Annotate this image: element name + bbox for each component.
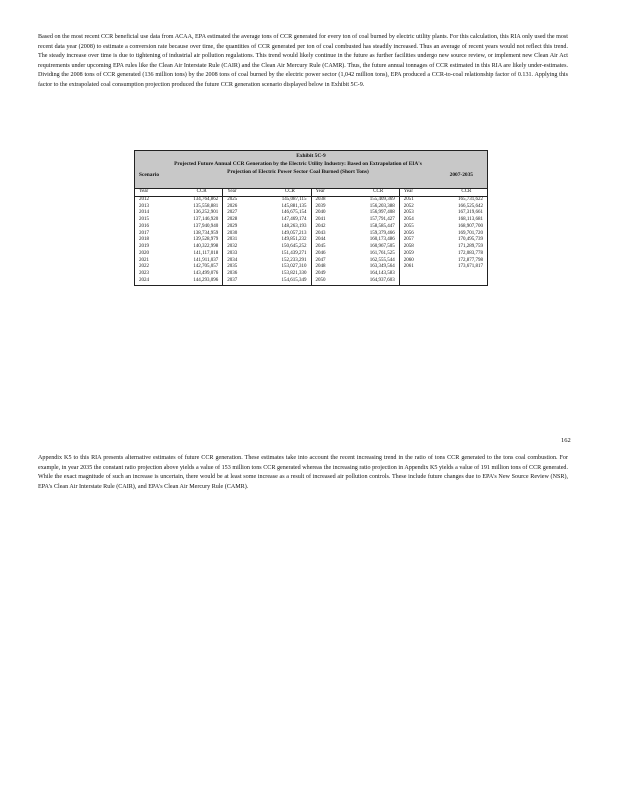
ccr-value-cell: 141,911,037 xyxy=(193,257,219,263)
year-cell: 2040 xyxy=(311,210,358,217)
year-cell: 2055 xyxy=(399,224,446,231)
year-cell: 2056 xyxy=(399,231,446,238)
ccr-value-cell: 153,821,330 xyxy=(281,271,307,276)
year-cell: 2018 xyxy=(139,237,149,243)
exhibit-header xyxy=(135,151,487,189)
table-row xyxy=(135,278,487,285)
ccr-value-cell: 166,525,642 xyxy=(458,203,483,209)
year-cell: 2028 xyxy=(223,217,270,224)
ccr-value-cell: 145,881,135 xyxy=(281,203,307,209)
ccr-header: CCR xyxy=(181,189,223,196)
ccr-value-cell: 158,585,447 xyxy=(369,223,395,229)
table-row xyxy=(135,224,487,231)
ccr-value-cell: 139,528,979 xyxy=(193,237,219,243)
ccr-value-cell: 149,851,232 xyxy=(281,237,307,243)
year-cell: 2031 xyxy=(223,237,270,244)
ccr-value-cell: 137,146,920 xyxy=(193,217,219,222)
ccr-value-cell: 146,675,154 xyxy=(281,210,307,216)
exhibit-5c-9-table xyxy=(134,150,488,286)
table-body xyxy=(135,196,487,284)
ccr-value-cell: 172,083,778 xyxy=(458,250,483,256)
ccr-value-cell xyxy=(446,278,487,285)
ccr-value-cell: 165,731,622 xyxy=(458,196,483,202)
year-header: Year xyxy=(223,189,270,196)
ccr-value-cell: 149,057,213 xyxy=(281,230,307,236)
year-cell: 2037 xyxy=(223,278,270,285)
ccr-value-cell: 161,761,525 xyxy=(369,250,395,256)
year-cell: 2052 xyxy=(399,204,446,211)
year-cell: 2038 xyxy=(311,196,358,203)
ccr-value-cell: 164,143,583 xyxy=(369,271,395,276)
table-row xyxy=(135,258,487,265)
year-cell: 2019 xyxy=(139,244,149,249)
intro-paragraph: Based on the most recent CCR beneficial use data from ACAA, EPA estimated the average tons of CCR generated for every ton of coal burned by electric utility plants. For this calculation, this RIA only used the most recent data year (2008) to estimate a conversion rate because over time, the quantities of CCR generated per ton of coal combusted has steadily increased. Thus an average of recent years would not reflect this trend. The steady increase over time is due to tightening of industrial air pollution regulations. This trend would likely continue in the future as further facilities undergo new source review, or implement new Clean Air Act requirements under upcoming EPA rules like the Clean Air Interstate Rule (CAIR) and the Clean Air Mercury Rule (CAMR). Thus, the future annual tonnages of CCR estimated in this RIA are likely under-estimates. Dividing the 2008 tons of CCR generated (136 million tons) by the 2008 tons of coal burned by the electric power sector (1,042 million tons), EPA produced a CCR-to-coal relationship factor of 0.131. Applying this factor to the extrapolated coal consumption projection produced the future CCR generation scenario displayed below in Exhibit 5C-9. xyxy=(38,34,568,88)
ccr-value-cell: 135,558,881 xyxy=(193,203,219,209)
year-cell: 2048 xyxy=(311,264,358,271)
table-row xyxy=(135,204,487,211)
ccr-value-cell: 141,117,018 xyxy=(193,250,219,256)
year-cell: 2026 xyxy=(223,204,270,211)
table-row xyxy=(135,244,487,251)
ccr-value-cell: 137,940,940 xyxy=(193,223,219,229)
year-cell: 2044 xyxy=(311,237,358,244)
ccr-value-cell: 151,439,271 xyxy=(281,250,307,256)
ccr-value-cell: 169,701,720 xyxy=(458,230,483,236)
ccr-value-cell: 152,233,291 xyxy=(281,257,307,263)
ccr-value-cell: 164,937,603 xyxy=(369,277,395,283)
ccr-value-cell: 150,645,252 xyxy=(281,244,307,249)
year-cell: 2016 xyxy=(139,223,149,229)
ccr-value-cell xyxy=(446,271,487,278)
year-cell: 2041 xyxy=(311,217,358,224)
year-cell: 2059 xyxy=(399,251,446,258)
table-header-row xyxy=(135,189,487,196)
ccr-value-cell: 134,764,862 xyxy=(193,196,219,202)
year-cell: 2023 xyxy=(139,271,149,276)
year-cell: 2033 xyxy=(223,251,270,258)
year-cell: 2060 xyxy=(399,258,446,265)
table-row xyxy=(135,210,487,217)
ccr-value-cell: 163,349,564 xyxy=(369,264,395,270)
ccr-value-cell: 168,907,700 xyxy=(458,223,483,229)
year-cell: 2012 xyxy=(139,196,149,202)
year-cell: 2013 xyxy=(139,203,149,209)
ccr-value-cell: 144,293,096 xyxy=(193,277,219,283)
ccr-value-cell: 156,997,408 xyxy=(369,210,395,216)
exhibit-title: Exhibit 5C-9 xyxy=(296,153,326,159)
year-cell xyxy=(399,271,446,278)
year-cell: 2021 xyxy=(139,257,149,263)
year-cell: 2050 xyxy=(311,278,358,285)
year-cell: 2036 xyxy=(223,271,270,278)
ccr-value-cell: 170,495,739 xyxy=(458,237,483,243)
year-cell: 2043 xyxy=(311,231,358,238)
ccr-header: CCR xyxy=(446,189,487,196)
ccr-value-cell: 173,671,817 xyxy=(458,264,483,270)
year-cell: 2042 xyxy=(311,224,358,231)
ccr-value-cell: 167,319,661 xyxy=(458,210,483,216)
ccr-value-cell: 159,379,466 xyxy=(369,230,395,236)
year-cell: 2024 xyxy=(139,277,149,283)
ccr-value-cell: 148,263,193 xyxy=(281,223,307,229)
year-cell: 2020 xyxy=(139,250,149,256)
year-cell: 2027 xyxy=(223,210,270,217)
year-cell: 2058 xyxy=(399,244,446,251)
year-cell: 2046 xyxy=(311,251,358,258)
exhibit-caption: Projected Future Annual CCR Generation by the Electric Utility Industry: Based on Extrapolation of EIA's Projection of Electric Power Sector Coal Burned (Short Tons) xyxy=(174,161,422,175)
ccr-value-cell: 143,499,076 xyxy=(193,271,219,276)
ccr-value-cell: 155,409,369 xyxy=(369,196,395,202)
year-cell: 2039 xyxy=(311,204,358,211)
scenario-label: Scenario xyxy=(139,172,160,178)
ccr-value-cell: 138,734,959 xyxy=(193,230,219,236)
ccr-value-cell: 154,615,349 xyxy=(281,277,307,283)
ccr-projection-table xyxy=(135,189,487,285)
table-row xyxy=(135,251,487,258)
ccr-value-cell: 145,087,115 xyxy=(281,196,307,202)
ccr-value-cell: 157,791,427 xyxy=(369,217,395,222)
ccr-value-cell: 156,203,388 xyxy=(369,203,395,209)
ccr-value-cell: 160,173,486 xyxy=(369,237,395,243)
appendix-paragraph: Appendix K5 to this RIA presents alternative estimates of future CCR generation. These estimates take into account the recent increasing trend in the ratio of tons CCR generated to the tons coal combustion. For example, in year 2035 the constant ratio projection above yields a value of 153 million tons CCR generated whereas the increasing ratio projection in Appendix K5 yields a value of 191 million tons of CCR generated. While the exact magnitude of such an increase is uncertain, there would be at least some increase as a result of increased air pollution controls. These include future changes due to EPA's New Source Review (NSR), EPA's Clean Air Interstate Rule (CAIR), and EPA's Clean Air Mercury Rule (CAMR). xyxy=(38,455,568,490)
year-cell: 2030 xyxy=(223,231,270,238)
ccr-value-cell: 168,113,681 xyxy=(458,217,483,222)
table-row xyxy=(135,271,487,278)
year-cell: 2032 xyxy=(223,244,270,251)
year-cell: 2045 xyxy=(311,244,358,251)
year-cell: 2051 xyxy=(399,196,446,203)
year-cell: 2049 xyxy=(311,271,358,278)
ccr-header: CCR xyxy=(358,189,400,196)
year-cell: 2061 xyxy=(399,264,446,271)
year-cell: 2022 xyxy=(139,264,149,270)
year-header: Year xyxy=(135,189,181,196)
year-header: Year xyxy=(311,189,358,196)
year-cell: 2025 xyxy=(223,196,270,203)
year-cell xyxy=(399,278,446,285)
table-row xyxy=(135,237,487,244)
ccr-value-cell: 162,555,544 xyxy=(369,257,395,263)
year-cell: 2015 xyxy=(139,217,149,222)
year-header: Year xyxy=(399,189,446,196)
ccr-value-cell: 172,877,798 xyxy=(458,257,483,263)
year-cell: 2047 xyxy=(311,258,358,265)
ccr-value-cell: 136,252,901 xyxy=(193,210,219,216)
year-cell: 2034 xyxy=(223,258,270,265)
year-cell: 2057 xyxy=(399,237,446,244)
year-cell: 2014 xyxy=(139,210,149,216)
ccr-value-cell: 153,027,310 xyxy=(281,264,307,270)
table-row xyxy=(135,231,487,238)
year-cell: 2017 xyxy=(139,230,149,236)
ccr-value-cell: 171,289,759 xyxy=(458,244,483,249)
year-cell: 2029 xyxy=(223,224,270,231)
year-cell: 2053 xyxy=(399,210,446,217)
table-row xyxy=(135,264,487,271)
year-cell: 2054 xyxy=(399,217,446,224)
page-number: 162 xyxy=(561,437,571,444)
year-cell: 2035 xyxy=(223,264,270,271)
ccr-value-cell: 147,469,174 xyxy=(281,217,307,222)
ccr-value-cell: 160,967,505 xyxy=(369,244,395,249)
table-row xyxy=(135,196,487,203)
ccr-value-cell: 142,705,057 xyxy=(193,264,219,270)
table-row xyxy=(135,217,487,224)
ccr-header: CCR xyxy=(269,189,311,196)
ccr-value-cell: 140,322,998 xyxy=(193,244,219,249)
period-label: 2007-2035 xyxy=(449,172,473,178)
